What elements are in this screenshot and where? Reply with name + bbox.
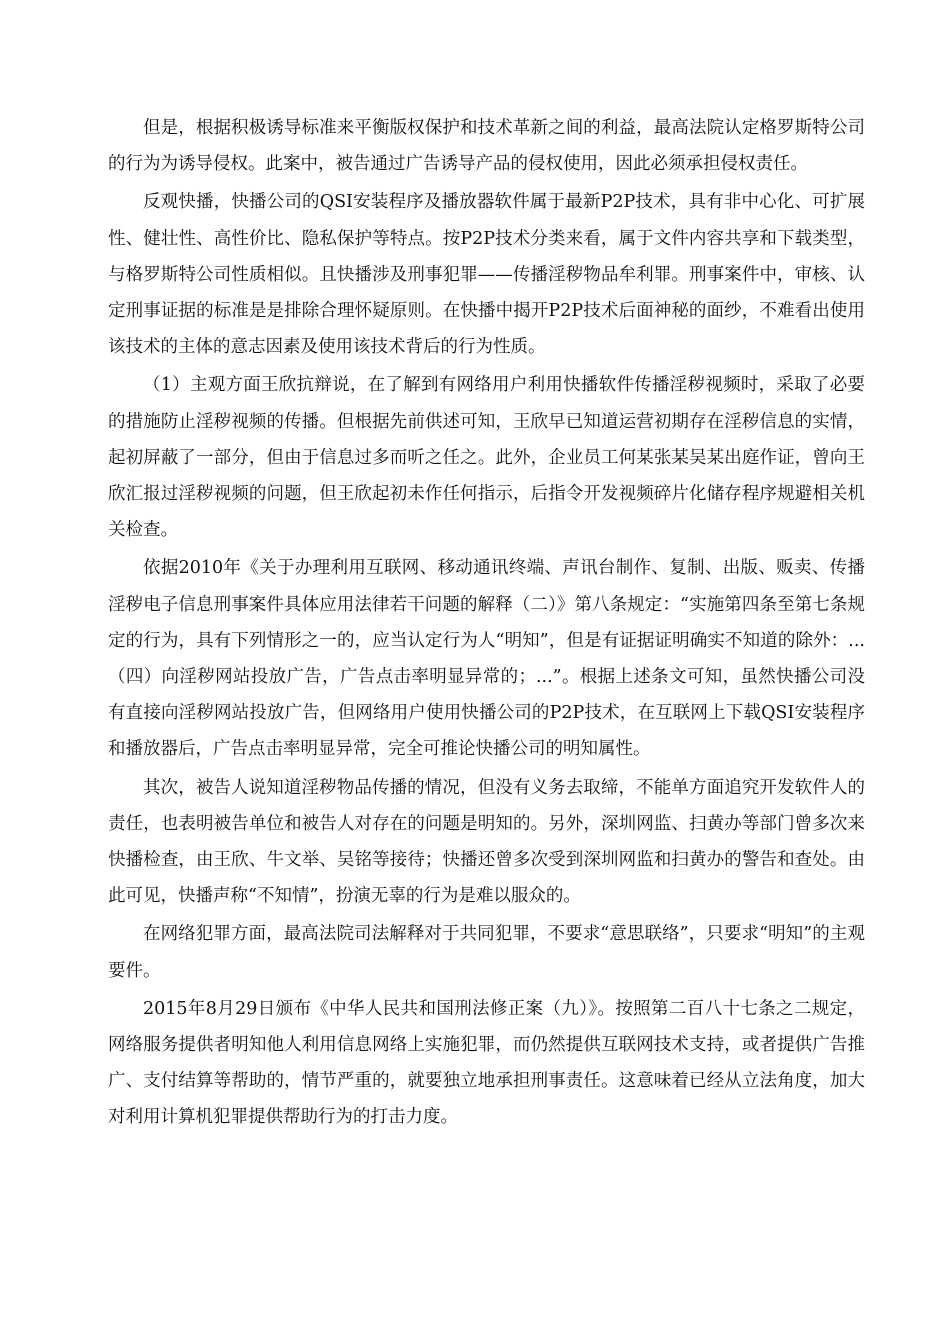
paragraph-4: 依据2010年《关于办理利用互联网、移动通讯终端、声讯台制作、复制、出版、贩卖、传播淫秽电子信息刑事案件具体应用法律若干问题的解释（二）》第八条规定：“实施第四条至第七条规定的行为，具有下列情形之一的，应当认定行为人“明知”，但是有证据证明确实不知道的除外：...（四）向淫秽网站投放广告，广告点击率明显异常的；...”。根据上述条文可知，虽然快播公司没有直接向淫秽网站投放广告，但网络用户使用快播公司的P2P技术，在互联网上下载QSI安装程序和播放器后，广告点击率明显异常，完全可推论快播公司的明知属性。 xyxy=(108,558,865,760)
paragraph-1: 但是，根据积极诱导标准来平衡版权保护和技术革新之间的利益，最高法院认定格罗斯特公司的行为为诱导侵权。此案中，被告通过广告诱导产品的侵权使用，因此必须承担侵权责任。 xyxy=(108,118,865,175)
paragraph-2: 反观快播，快播公司的QSI安装程序及播放器软件属于最新P2P技术，具有非中心化、可扩展性、健壮性、高性价比、隐私保护等特点。按P2P技术分类来看，属于文件内容共享和下载类型，与格罗斯特公司性质相似。且快播涉及刑事犯罪——传播淫秽物品牟利罪。刑事案件中，审核、认定刑事证据的标准是是排除合理怀疑原则。在快播中揭开P2P技术后面神秘的面纱，不难看出使用该技术的主体的意志因素及使用该技术背后的行为性质。 xyxy=(108,192,865,358)
document-body xyxy=(108,110,865,1138)
paragraph-7: 2015年8月29日颁布《中华人民共和国刑法修正案（九）》。按照第二百八十七条之二规定，网络服务提供者明知他人利用信息网络上实施犯罪，而仍然提供互联网技术支持，或者提供广告推广、支付结算等帮助的，情节严重的，就要独立地承担刑事责任。这意味着已经从立法角度，加大对利用计算机犯罪提供帮助行为的打击力度。 xyxy=(108,998,865,1128)
paragraph-5: 其次，被告人说知道淫秽物品传播的情况，但没有义务去取缔，不能单方面追究开发软件人的责任，也表明被告单位和被告人对存在的问题是明知的。另外，深圳网监、扫黄办等部门曾多次来快播检查，由王欣、牛文举、吴铭等接待；快播还曾多次受到深圳网监和扫黄办的警告和查处。由此可见，快播声称“不知情”，扮演无辜的行为是难以服众的。 xyxy=(108,777,865,907)
paragraph-6: 在网络犯罪方面，最高法院司法解释对于共同犯罪，不要求“意思联络”，只要求“明知”的主观要件。 xyxy=(108,924,865,981)
paragraph-3: （1）主观方面王欣抗辩说，在了解到有网络用户利用快播软件传播淫秽视频时，采取了必要的措施防止淫秽视频的传播。但根据先前供述可知，王欣早已知道运营初期存在淫秽信息的实情，起初屏蔽了一部分，但由于信息过多而听之任之。此外，企业员工何某张某吴某出庭作证，曾向王欣汇报过淫秽视频的问题，但王欣起初未作任何指示，后指令开发视频碎片化储存程序规避相关机关检查。 xyxy=(108,375,865,541)
